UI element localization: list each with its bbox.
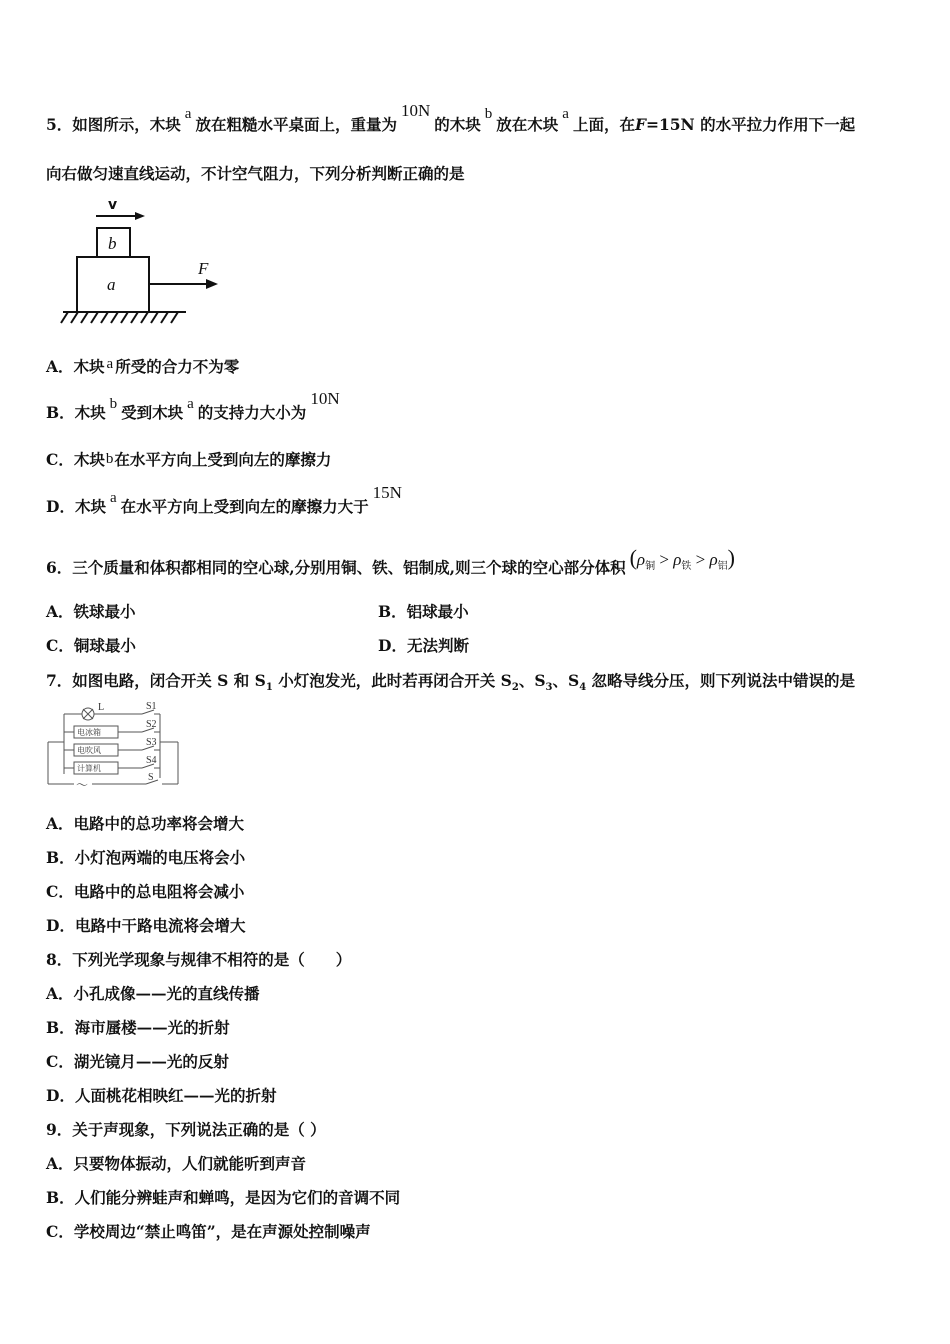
q6-stem: [46, 545, 735, 581]
q9-stem: 9．关于声现象，下列说法正确的是（ ）: [46, 1120, 326, 1139]
q9-option-a: A．只要物体振动，人们就能听到声音: [46, 1154, 307, 1173]
sub-3: 3: [545, 682, 553, 694]
opt-b-post: 的支持力大小为: [197, 403, 307, 422]
var-F: F: [634, 115, 646, 134]
var-a-opt: a: [106, 356, 114, 372]
q7-text-1: 7．如图电路，闭合开关 S 和 S: [46, 671, 266, 690]
q7-option-b: B．小灯泡两端的电压将会小: [46, 848, 246, 867]
opt-a-pre: A．木块: [46, 357, 105, 376]
force-label: F: [198, 259, 209, 278]
q7-option-d: D．电路中干路电流将会增大: [46, 916, 246, 935]
switch-s1-label: S1: [146, 701, 157, 712]
rho-sub-copper: 铜: [645, 561, 656, 572]
q7-text-3: 、S: [518, 671, 546, 690]
q5-option-d: [46, 483, 406, 518]
switch-s3-label: S3: [146, 737, 157, 748]
q9-option-b: B．人们能分辨蛙声和蝉鸣，是因为它们的音调不同: [46, 1188, 401, 1207]
q7-circuit-figure: [44, 700, 184, 792]
q5-text-1: 5．如图所示，木块: [46, 115, 181, 134]
q5-text-6: =15N 的水平拉力作用下一起: [646, 115, 856, 134]
q8-option-b: B．海市蜃楼——光的折射: [46, 1018, 230, 1037]
q5-text-2: 放在粗糙水平桌面上，重量为: [195, 115, 397, 134]
opt-c-post: 在水平方向上受到向左的摩擦力: [114, 450, 332, 469]
var-b: b: [484, 106, 493, 122]
opt-d-pre: D．木块: [46, 497, 106, 516]
var-a-opt-b: a: [187, 396, 194, 412]
q5-text-5: 上面，在: [572, 115, 635, 134]
var-a: a: [184, 106, 192, 122]
gt-symbol-2: >: [695, 550, 706, 569]
q8-option-c: C．湖光镜月——光的反射: [46, 1052, 229, 1071]
dryer-label: 电吹风: [77, 746, 101, 755]
q7-option-c: C．电路中的总电阻将会减小: [46, 882, 245, 901]
block-b-label: b: [108, 234, 117, 253]
q5-stem-line1: [46, 101, 856, 136]
q6-option-c: C．铜球最小: [46, 636, 136, 655]
rho-symbol-3: ρ: [709, 550, 718, 569]
q7-text-2: 小灯泡发光，此时若再闭合开关 S: [272, 671, 512, 690]
opt-b-pre: B．木块: [46, 403, 106, 422]
opt-d-post: 在水平方向上受到向左的摩擦力大于: [120, 497, 369, 516]
opt-b-mid: 受到木块: [121, 403, 184, 422]
q5-block-figure: [58, 195, 228, 330]
q8-stem: 8．下列光学现象与规律不相符的是（ ）: [46, 950, 352, 969]
q6-stem-text: 6．三个质量和体积都相同的空心球,分别用铜、铁、铝制成,则三个球的空心部分体积: [46, 558, 626, 577]
velocity-arrowhead: [135, 212, 145, 220]
rho-symbol-2: ρ: [673, 550, 682, 569]
rho-sub-aluminum: 铝: [717, 561, 728, 572]
ac-source-symbol: ～: [76, 778, 89, 792]
rho-sub-iron: 铁: [681, 561, 692, 572]
force-arrowhead: [206, 279, 218, 289]
q5-option-a: [46, 357, 239, 378]
force-15n: 15N: [372, 483, 402, 502]
q7-stem: [46, 671, 855, 698]
q7-text-4: 、S: [552, 671, 580, 690]
q5-option-b: [46, 389, 344, 424]
q8-option-a: A．小孔成像——光的直线传播: [46, 984, 260, 1003]
opt-c-pre: C．木块: [46, 450, 105, 469]
switch-s-label: S: [148, 772, 154, 783]
q6-option-d: D．无法判断: [378, 636, 469, 655]
switch-s2-label: S2: [146, 719, 157, 730]
lamp-label: L: [98, 702, 105, 713]
q6-option-b: B．铝球最小: [378, 602, 469, 621]
sub-2: 2: [511, 682, 519, 694]
var-b-opt: b: [109, 396, 118, 412]
var-a-opt-d: a: [109, 490, 117, 506]
weight-10n-opt: 10N: [310, 389, 340, 408]
sub-1: 1: [265, 682, 273, 694]
q7-text-5: 忽略导线分压，则下列说法中错误的是: [586, 671, 856, 690]
weight-10n: 10N: [400, 101, 431, 120]
switch-s4-label: S4: [146, 755, 157, 766]
q9-option-c: C．学校周边“禁止鸣笛”，是在声源处控制噪声: [46, 1222, 371, 1241]
gt-symbol: >: [659, 550, 669, 569]
fridge-label: 电冰箱: [77, 728, 101, 737]
opt-a-post: 所受的合力不为零: [115, 357, 240, 376]
q5-text-4: 放在木块: [496, 115, 559, 134]
rho-symbol: ρ: [636, 550, 646, 569]
q7-option-a: A．电路中的总功率将会增大: [46, 814, 245, 833]
var-a-2: a: [562, 106, 569, 122]
velocity-label: v: [108, 197, 118, 213]
sub-4: 4: [579, 682, 587, 694]
q8-option-d: D．人面桃花相映红——光的折射: [46, 1086, 277, 1105]
ground-hatching: [61, 312, 178, 323]
density-inequality: [629, 545, 735, 572]
left-paren: (: [629, 545, 637, 570]
q6-option-a: A．铁球最小: [46, 602, 136, 621]
q5-stem-line2: 向右做匀速直线运动，不计空气阻力，下列分析判断正确的是: [46, 164, 465, 183]
block-a-label: a: [107, 275, 116, 294]
q5-text-3: 的木块: [434, 115, 481, 134]
var-b-opt-c: b: [105, 451, 114, 467]
computer-label: 计算机: [77, 764, 101, 773]
q5-option-c: [46, 450, 331, 471]
right-paren: ): [727, 545, 735, 570]
